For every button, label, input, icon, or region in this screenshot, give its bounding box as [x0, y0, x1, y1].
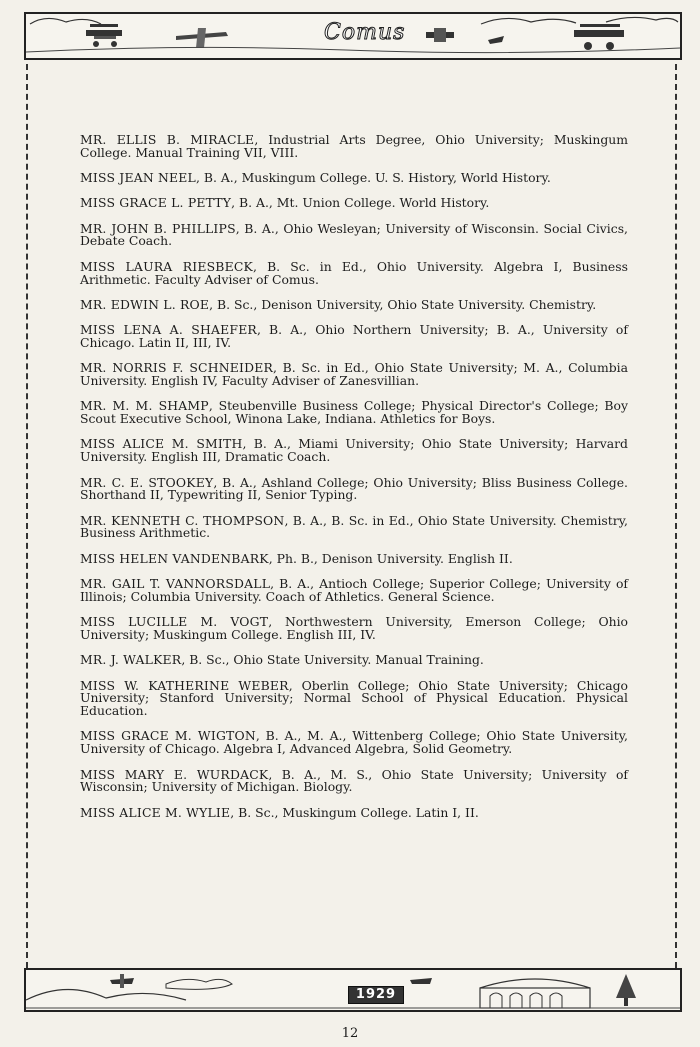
- faculty-details: B. Sc., Ohio State University. Manual Training.: [189, 652, 484, 668]
- faculty-name: MISS LENA A. SHAEFER: [80, 322, 257, 338]
- faculty-details: B. A., M. S., Ohio State University; University of Wisconsin; University of Michigan. Biology.: [80, 766, 628, 795]
- faculty-details: B. A., Mt. Union College. World History.: [239, 195, 490, 211]
- faculty-details: B. Sc., Muskingum College. Latin I, II.: [238, 804, 479, 820]
- faculty-list: [80, 134, 628, 832]
- small-plane-icon: [426, 28, 454, 42]
- faculty-name: MISS JEAN NEEL: [80, 170, 196, 186]
- faculty-name: MR. EDWIN L. ROE: [80, 296, 210, 312]
- faculty-entry: MR. M. M. SHAMP, Steubenville Business College; Physical Director's College; Boy Scout Executive School, Winona Lake, Indiana. Athletics for Boys.: [80, 398, 628, 427]
- faculty-entry: MISS JEAN NEEL, B. A., Muskingum College. U. S. History, World History.: [80, 170, 551, 186]
- footer-plane-right-icon: [410, 978, 432, 984]
- faculty-entry: MISS MARY E. WURDACK, B. A., M. S., Ohio State University; University of Wisconsin; University of Michigan. Biology.: [80, 766, 628, 795]
- faculty-name: MR. J. WALKER: [80, 652, 182, 668]
- biplane-icon: [86, 24, 122, 47]
- faculty-name: MISS GRACE M. WIGTON: [80, 728, 256, 744]
- page-number: 12: [341, 1026, 359, 1041]
- faculty-name: MR. NORRIS F. SCHNEIDER: [80, 360, 274, 376]
- faculty-details: B. A., M. A., Wittenberg College; Ohio State University, University of Chicago. Algebra I, Advanced Algebra, Solid Geometry.: [80, 728, 628, 757]
- faculty-entry: MR. C. E. STOOKEY, B. A., Ashland College; Ohio University; Bliss Business College. Shorthand II, Typewriting II, Senior Typing.: [80, 474, 628, 503]
- faculty-name: MISS W. KATHERINE WEBER: [80, 677, 289, 693]
- faculty-entry: MISS HELEN VANDENBARK, Ph. B., Denison University. English II.: [80, 550, 513, 566]
- faculty-details: B. A., Ohio Northern University; B. A., University of Chicago. Latin II, III, IV.: [80, 322, 628, 350]
- faculty-name: MISS HELEN VANDENBARK: [80, 550, 269, 566]
- faculty-details: Northwestern University, Emerson College; Ohio University; Muskingum College. English III, IV.: [80, 614, 629, 642]
- faculty-name: MR. ELLIS B. MIRACLE: [80, 132, 255, 147]
- faculty-details: Steubenville Business College; Physical Director's College; Boy Scout Executive School, Winona Lake, Indiana. Athletics for Boys.: [80, 398, 628, 427]
- faculty-details: B. A., B. Sc. in Ed., Ohio State University. Chemistry, Business Arithmetic.: [80, 512, 628, 541]
- faculty-entry: MISS LAURA RIESBECK, B. Sc. in Ed., Ohio University. Algebra I, Business Arithmetic. Faculty Adviser of Comus.: [80, 258, 628, 287]
- faculty-name: MISS ALICE M. SMITH: [80, 436, 243, 452]
- faculty-details: B. Sc. in Ed., Ohio State University; M. A., Columbia University. English IV, Faculty Adviser of Zanesvillian.: [80, 360, 628, 389]
- faculty-entry: MISS GRACE L. PETTY, B. A., Mt. Union College. World History.: [80, 195, 490, 211]
- faculty-entry: MISS LUCILLE M. VOGT, Northwestern University, Emerson College; Ohio University; Muskingum College. English III, IV.: [80, 614, 629, 642]
- faculty-entry: MR. ELLIS B. MIRACLE, Industrial Arts Degree, Ohio University; Muskingum College. Manual Training VII, VIII.: [80, 132, 628, 160]
- building-icon: [480, 979, 590, 1008]
- header-banner: [24, 12, 682, 60]
- faculty-name: MR. C. E. STOOKEY: [80, 474, 214, 490]
- faculty-name: MR. M. M. SHAMP: [80, 398, 209, 414]
- year-label: 1929: [348, 986, 404, 1004]
- tiny-plane-icon: [488, 36, 504, 44]
- faculty-name: MISS GRACE L. PETTY: [80, 195, 232, 211]
- faculty-details: B. Sc. in Ed., Ohio University. Algebra I, Business Arithmetic. Faculty Adviser of Comus.: [80, 258, 628, 287]
- faculty-entry: MR. NORRIS F. SCHNEIDER, B. Sc. in Ed., Ohio State University; M. A., Columbia University. English IV, Faculty Adviser of Zanesvillian.: [80, 360, 628, 389]
- faculty-name: MR. GAIL T. VANNORSDALL: [80, 576, 271, 592]
- yearbook-title: Comus: [324, 20, 406, 45]
- faculty-name: MISS MARY E. WURDACK: [80, 766, 269, 782]
- faculty-details: Ph. B., Denison University. English II.: [276, 550, 513, 566]
- faculty-name: MR. KENNETH C. THOMPSON: [80, 512, 285, 528]
- faculty-details: B. A., Muskingum College. U. S. History, World History.: [203, 170, 551, 186]
- faculty-entry: MISS ALICE M. WYLIE, B. Sc., Muskingum College. Latin I, II.: [80, 804, 479, 820]
- footer-plane-icon: [110, 974, 134, 988]
- tree-icon: [616, 974, 636, 1006]
- faculty-name: MISS ALICE M. WYLIE: [80, 804, 231, 820]
- faculty-entry: MISS ALICE M. SMITH, B. A., Miami University; Ohio State University; Harvard University. English III, Dramatic Coach.: [80, 436, 628, 465]
- faculty-entry: MR. J. WALKER, B. Sc., Ohio State University. Manual Training.: [80, 652, 484, 668]
- right-border: [675, 64, 677, 968]
- faculty-details: B. Sc., Denison University, Ohio State University. Chemistry.: [217, 296, 597, 312]
- faculty-entry: MISS W. KATHERINE WEBER, Oberlin College; Ohio State University; Chicago University; Stanford University; Normal School of Physical Education. Physical Education.: [80, 677, 628, 719]
- faculty-details: B. A., Miami University; Ohio State University; Harvard University. English III, Dramatic Coach.: [80, 436, 628, 465]
- faculty-details: B. A., Ashland College; Ohio University; Bliss Business College. Shorthand II, Typewriting II, Senior Typing.: [80, 474, 628, 503]
- faculty-entry: MISS LENA A. SHAEFER, B. A., Ohio Northern University; B. A., University of Chicago. Latin II, III, IV.: [80, 322, 628, 350]
- faculty-name: MR. JOHN B. PHILLIPS: [80, 220, 236, 236]
- faculty-entry: MISS GRACE M. WIGTON, B. A., M. A., Wittenberg College; Ohio State University, University of Chicago. Algebra I, Advanced Algebra, Solid Geometry.: [80, 728, 628, 757]
- faculty-name: MISS LUCILLE M. VOGT: [80, 614, 269, 630]
- monoplane-icon: [176, 28, 228, 48]
- faculty-entry: MR. EDWIN L. ROE, B. Sc., Denison University, Ohio State University. Chemistry.: [80, 296, 597, 312]
- faculty-details: B. A., Antioch College; Superior College; University of Illinois; Columbia University. Coach of Athletics. General Science.: [80, 576, 628, 604]
- faculty-details: Oberlin College; Ohio State University; Chicago University; Stanford University; Normal School of Physical Education. Physical Education.: [80, 677, 628, 719]
- faculty-entry: MR. JOHN B. PHILLIPS, B. A., Ohio Wesleyan; University of Wisconsin. Social Civics, Debate Coach.: [80, 220, 628, 249]
- footer-banner: [24, 968, 682, 1012]
- faculty-details: Industrial Arts Degree, Ohio University; Muskingum College. Manual Training VII, VIII.: [80, 132, 628, 160]
- faculty-entry: MR. GAIL T. VANNORSDALL, B. A., Antioch College; Superior College; University of Illinois; Columbia University. Coach of Athletics. General Science.: [80, 576, 628, 604]
- faculty-entry: MR. KENNETH C. THOMPSON, B. A., B. Sc. in Ed., Ohio State University. Chemistry, Business Arithmetic.: [80, 512, 628, 541]
- left-border: [26, 64, 28, 968]
- biplane-right-icon: [574, 24, 624, 50]
- faculty-name: MISS LAURA RIESBECK: [80, 258, 253, 274]
- faculty-details: B. A., Ohio Wesleyan; University of Wisconsin. Social Civics, Debate Coach.: [80, 220, 628, 249]
